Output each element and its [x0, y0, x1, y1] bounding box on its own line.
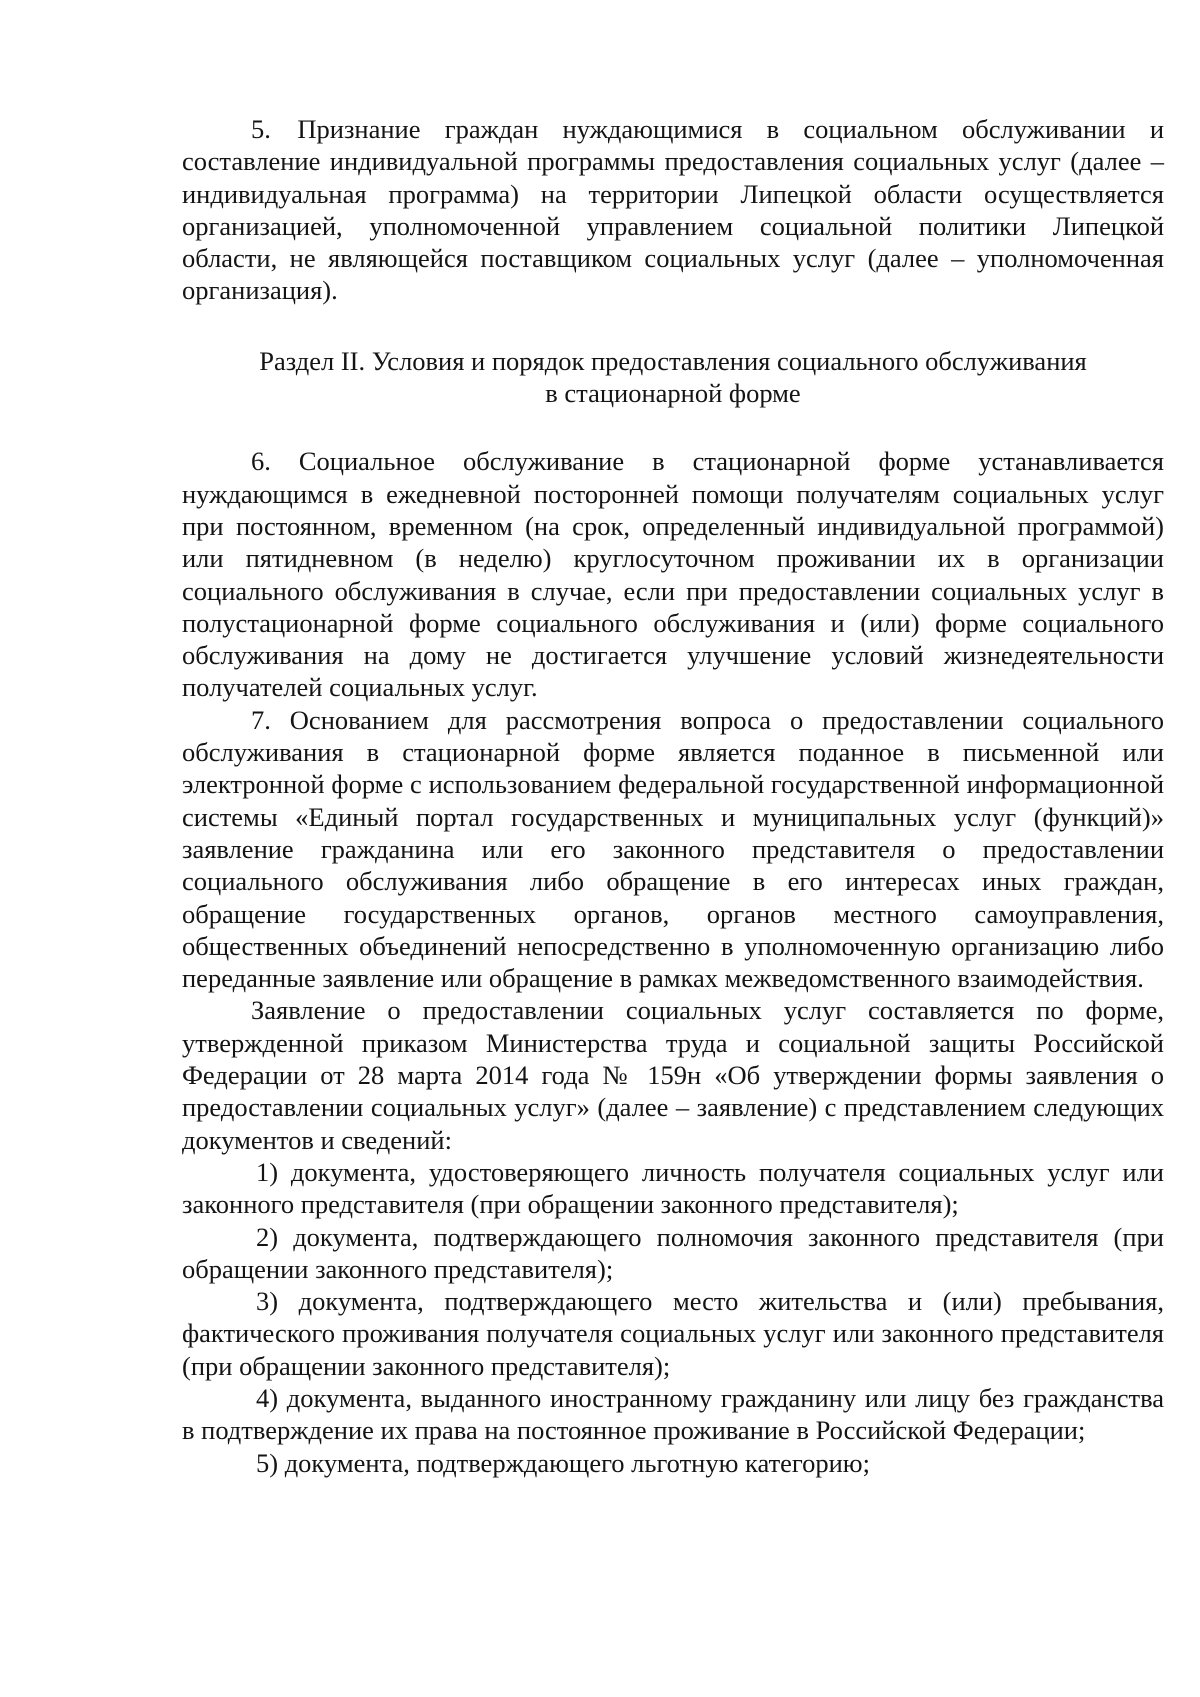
section-heading-line-2: в стационарной форме [545, 378, 801, 409]
list-item-3: 3) документа, подтверждающего место жительства и (или) пребывания, фактического проживания получателя социальных услуг или законного представителя (при обращении законного представителя); [182, 1286, 1164, 1381]
list-item-5: 5) документа, подтверждающего льготную категорию; [256, 1447, 870, 1478]
paragraph-6: 6. Социальное обслуживание в стационарной форме устанавливается нуждающимся в ежедневной посторонней помощи получателям социальных услуг при постоянном, временном (на срок, определенный индивидуальной программой) или пятидневном (в неделю) круглосуточном проживании их в организации социального обслуживания в случае, если при предоставлении социальных услуг в полустационарной форме социального обслуживания и (или) форме социального обслуживания на дому не достигается улучшение условий жизнедеятельности получателей социальных услуг. [182, 446, 1164, 703]
paragraph-7: 7. Основанием для рассмотрения вопроса о предоставлении социального обслуживания в стационарной форме является поданное в письменной или электронной форме с использованием федеральной государственной информационной системы «Единый портал государственных и муниципальных услуг (функций)» заявление гражданина или его законного представителя о предоставлении социального обслуживания либо обращение в его интересах иных граждан, обращение государственных органов, органов местного самоуправления, общественных объединений непосредственно в уполномоченную организацию либо переданные заявление или обращение в рамках межведомственного взаимодействия. [182, 704, 1164, 994]
document-body [182, 113, 1164, 1479]
paragraph-5: 5. Признание граждан нуждающимися в социальном обслуживании и составление индивидуальной программы предоставления социальных услуг (далее – индивидуальная программа) на территории Липецкой области осуществляется организацией, уполномоченной управлением социальной политики Липецкой области, не являющейся поставщиком социальных услуг (далее – уполномоченная организация). [182, 114, 1164, 306]
paragraph-application: Заявление о предоставлении социальных услуг составляется по форме, утвержденной приказом Министерства труда и социальной защиты Российской Федерации от 28 марта 2014 года № 159н «Об утверждении формы заявления о предоставлении социальных услуг» (далее – заявление) с представлением следующих документов и сведений: [182, 995, 1164, 1155]
list-item-2: 2) документа, подтверждающего полномочия законного представителя (при обращении законного представителя); [182, 1221, 1164, 1284]
list-item-4: 4) документа, выданного иностранному гражданину или лицу без гражданства в подтверждение их права на постоянное проживание в Российской Федерации; [182, 1382, 1164, 1446]
section-heading-line-1: Раздел II. Условия и порядок предоставления социального обслуживания [259, 345, 1087, 376]
list-item-1: 1) документа, удостоверяющего личность получателя социальных услуг или законного представителя (при обращении законного представителя); [182, 1156, 1164, 1220]
section-heading [182, 345, 1164, 410]
